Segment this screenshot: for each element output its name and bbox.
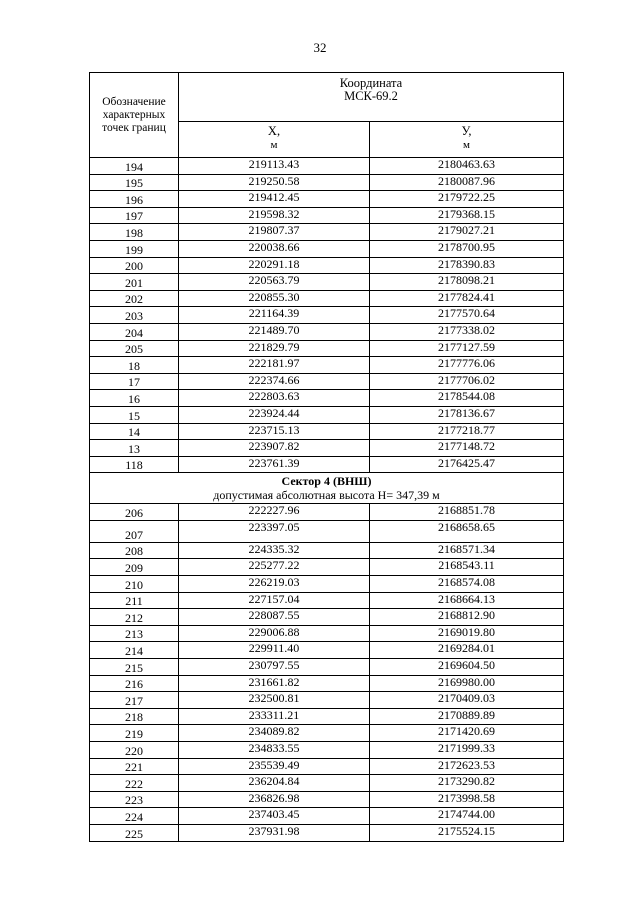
table-row <box>90 708 564 725</box>
point-cell: 221 <box>90 758 179 775</box>
y-coordinate-cell: 2180087.96 <box>370 174 564 191</box>
y-coordinate-cell: 2178700.95 <box>370 240 564 257</box>
header-y-label: У, <box>461 124 472 138</box>
x-coordinate-cell: 223924.44 <box>179 406 370 423</box>
y-coordinate-cell: 2168574.08 <box>370 576 564 593</box>
x-coordinate-cell: 237403.45 <box>179 808 370 825</box>
point-cell: 217 <box>90 692 179 709</box>
point-cell: 18 <box>90 357 179 374</box>
table-row <box>90 274 564 291</box>
point-cell: 194 <box>90 158 179 175</box>
x-coordinate-cell: 235539.49 <box>179 758 370 775</box>
x-coordinate-cell: 222181.97 <box>179 357 370 374</box>
table-row <box>90 174 564 191</box>
x-coordinate-cell: 226219.03 <box>179 576 370 593</box>
point-cell: 14 <box>90 423 179 440</box>
x-coordinate-cell: 231661.82 <box>179 675 370 692</box>
header-x <box>179 122 370 158</box>
page-number: 32 <box>313 40 327 55</box>
x-coordinate-cell: 221829.79 <box>179 340 370 357</box>
y-coordinate-cell: 2168658.65 <box>370 520 564 542</box>
table-row <box>90 357 564 374</box>
point-cell: 195 <box>90 174 179 191</box>
y-coordinate-cell: 2177570.64 <box>370 307 564 324</box>
y-coordinate-cell: 2176425.47 <box>370 456 564 473</box>
table-row <box>90 390 564 407</box>
y-coordinate-cell: 2178098.21 <box>370 274 564 291</box>
y-coordinate-cell: 2170889.89 <box>370 708 564 725</box>
table-row <box>90 257 564 274</box>
point-cell: 214 <box>90 642 179 659</box>
x-coordinate-cell: 223907.82 <box>179 440 370 457</box>
y-coordinate-cell: 2169980.00 <box>370 675 564 692</box>
y-coordinate-cell: 2177218.77 <box>370 423 564 440</box>
y-coordinate-cell: 2177148.72 <box>370 440 564 457</box>
table-row <box>90 323 564 340</box>
table-row <box>90 440 564 457</box>
x-coordinate-cell: 227157.04 <box>179 592 370 609</box>
y-coordinate-cell: 2168543.11 <box>370 559 564 576</box>
header-coordinate-title: Координата <box>339 76 403 90</box>
table-row <box>90 406 564 423</box>
table-row <box>90 307 564 324</box>
y-coordinate-cell: 2168851.78 <box>370 504 564 521</box>
x-coordinate-cell: 219113.43 <box>179 158 370 175</box>
point-cell: 218 <box>90 708 179 725</box>
x-coordinate-cell: 236204.84 <box>179 775 370 792</box>
point-cell: 196 <box>90 191 179 208</box>
x-coordinate-cell: 220855.30 <box>179 290 370 307</box>
point-cell: 220 <box>90 742 179 759</box>
table-row <box>90 576 564 593</box>
y-coordinate-cell: 2174744.00 <box>370 808 564 825</box>
header-x-unit: м <box>270 139 278 151</box>
table-row <box>90 775 564 792</box>
point-cell: 15 <box>90 406 179 423</box>
y-coordinate-cell: 2178544.08 <box>370 390 564 407</box>
point-cell: 212 <box>90 609 179 626</box>
table-row <box>90 742 564 759</box>
x-coordinate-cell: 222374.66 <box>179 373 370 390</box>
table-row <box>90 290 564 307</box>
y-coordinate-cell: 2168812.90 <box>370 609 564 626</box>
table-row <box>90 675 564 692</box>
table-row <box>90 240 564 257</box>
x-coordinate-cell: 233311.21 <box>179 708 370 725</box>
point-cell: 211 <box>90 592 179 609</box>
y-coordinate-cell: 2169019.80 <box>370 625 564 642</box>
x-coordinate-cell: 224335.32 <box>179 542 370 559</box>
table-row <box>90 609 564 626</box>
table-row <box>90 520 564 542</box>
point-cell: 209 <box>90 559 179 576</box>
table-row <box>90 808 564 825</box>
sector-header-row <box>90 473 564 504</box>
table-row <box>90 824 564 841</box>
table-row <box>90 373 564 390</box>
x-coordinate-cell: 219250.58 <box>179 174 370 191</box>
x-coordinate-cell: 234833.55 <box>179 742 370 759</box>
x-coordinate-cell: 220038.66 <box>179 240 370 257</box>
y-coordinate-cell: 2179027.21 <box>370 224 564 241</box>
x-coordinate-cell: 223761.39 <box>179 456 370 473</box>
point-cell: 16 <box>90 390 179 407</box>
point-cell: 198 <box>90 224 179 241</box>
point-cell: 219 <box>90 725 179 742</box>
x-coordinate-cell: 229006.88 <box>179 625 370 642</box>
point-cell: 213 <box>90 625 179 642</box>
x-coordinate-cell: 232500.81 <box>179 692 370 709</box>
x-coordinate-cell: 220291.18 <box>179 257 370 274</box>
point-cell: 210 <box>90 576 179 593</box>
point-cell: 216 <box>90 675 179 692</box>
header-y <box>370 122 564 158</box>
table-row <box>90 725 564 742</box>
point-cell: 222 <box>90 775 179 792</box>
y-coordinate-cell: 2178136.67 <box>370 406 564 423</box>
table-row <box>90 791 564 808</box>
table-row <box>90 542 564 559</box>
y-coordinate-cell: 2180463.63 <box>370 158 564 175</box>
table-row <box>90 456 564 473</box>
table-row <box>90 207 564 224</box>
table-header-row <box>90 73 564 122</box>
y-coordinate-cell: 2179722.25 <box>370 191 564 208</box>
y-coordinate-cell: 2177706.02 <box>370 373 564 390</box>
x-coordinate-cell: 222227.96 <box>179 504 370 521</box>
sector-subtitle: допустимая абсолютная высота Н= 347,39 м <box>213 488 440 503</box>
point-cell: 208 <box>90 542 179 559</box>
table-row <box>90 340 564 357</box>
header-y-unit: м <box>463 139 470 151</box>
point-cell: 224 <box>90 808 179 825</box>
point-cell: 200 <box>90 257 179 274</box>
point-cell: 207 <box>90 520 179 542</box>
sector-title: Сектор 4 (ВНШ) <box>281 474 372 489</box>
x-coordinate-cell: 221164.39 <box>179 307 370 324</box>
x-coordinate-cell: 228087.55 <box>179 609 370 626</box>
table-row <box>90 191 564 208</box>
table-row <box>90 224 564 241</box>
table-row <box>90 423 564 440</box>
y-coordinate-cell: 2173290.82 <box>370 775 564 792</box>
x-coordinate-cell: 222803.63 <box>179 390 370 407</box>
y-coordinate-cell: 2171999.33 <box>370 742 564 759</box>
point-cell: 13 <box>90 440 179 457</box>
y-coordinate-cell: 2168571.34 <box>370 542 564 559</box>
sector-header-cell <box>90 473 564 504</box>
x-coordinate-cell: 223397.05 <box>179 520 370 542</box>
point-cell: 223 <box>90 791 179 808</box>
x-coordinate-cell: 236826.98 <box>179 791 370 808</box>
table-row <box>90 642 564 659</box>
point-cell: 215 <box>90 659 179 676</box>
x-coordinate-cell: 219807.37 <box>179 224 370 241</box>
table-row <box>90 758 564 775</box>
y-coordinate-cell: 2168664.13 <box>370 592 564 609</box>
y-coordinate-cell: 2169284.01 <box>370 642 564 659</box>
point-cell: 202 <box>90 290 179 307</box>
table-row <box>90 158 564 175</box>
header-coordinate <box>179 73 564 122</box>
x-coordinate-cell: 221489.70 <box>179 323 370 340</box>
table-row <box>90 625 564 642</box>
y-coordinate-cell: 2179368.15 <box>370 207 564 224</box>
y-coordinate-cell: 2178390.83 <box>370 257 564 274</box>
x-coordinate-cell: 220563.79 <box>179 274 370 291</box>
y-coordinate-cell: 2170409.03 <box>370 692 564 709</box>
point-cell: 204 <box>90 323 179 340</box>
x-coordinate-cell: 237931.98 <box>179 824 370 841</box>
point-cell: 205 <box>90 340 179 357</box>
header-point-designation: Обозначение характерных точек границ <box>90 73 179 158</box>
y-coordinate-cell: 2177824.41 <box>370 290 564 307</box>
point-cell: 203 <box>90 307 179 324</box>
y-coordinate-cell: 2177127.59 <box>370 340 564 357</box>
x-coordinate-cell: 223715.13 <box>179 423 370 440</box>
x-coordinate-cell: 230797.55 <box>179 659 370 676</box>
coordinates-table <box>89 72 564 842</box>
header-coordinate-system: МСК-69.2 <box>344 89 398 103</box>
y-coordinate-cell: 2175524.15 <box>370 824 564 841</box>
x-coordinate-cell: 225277.22 <box>179 559 370 576</box>
point-cell: 17 <box>90 373 179 390</box>
y-coordinate-cell: 2173998.58 <box>370 791 564 808</box>
point-cell: 118 <box>90 456 179 473</box>
x-coordinate-cell: 219412.45 <box>179 191 370 208</box>
header-x-label: X, <box>267 124 281 138</box>
point-cell: 225 <box>90 824 179 841</box>
point-cell: 199 <box>90 240 179 257</box>
y-coordinate-cell: 2171420.69 <box>370 725 564 742</box>
x-coordinate-cell: 234089.82 <box>179 725 370 742</box>
table-row <box>90 692 564 709</box>
y-coordinate-cell: 2169604.50 <box>370 659 564 676</box>
point-cell: 201 <box>90 274 179 291</box>
x-coordinate-cell: 219598.32 <box>179 207 370 224</box>
table-row <box>90 592 564 609</box>
y-coordinate-cell: 2177776.06 <box>370 357 564 374</box>
y-coordinate-cell: 2177338.02 <box>370 323 564 340</box>
y-coordinate-cell: 2172623.53 <box>370 758 564 775</box>
point-cell: 206 <box>90 504 179 521</box>
point-cell: 197 <box>90 207 179 224</box>
table-row <box>90 659 564 676</box>
table-row <box>90 504 564 521</box>
x-coordinate-cell: 229911.40 <box>179 642 370 659</box>
table-row <box>90 559 564 576</box>
